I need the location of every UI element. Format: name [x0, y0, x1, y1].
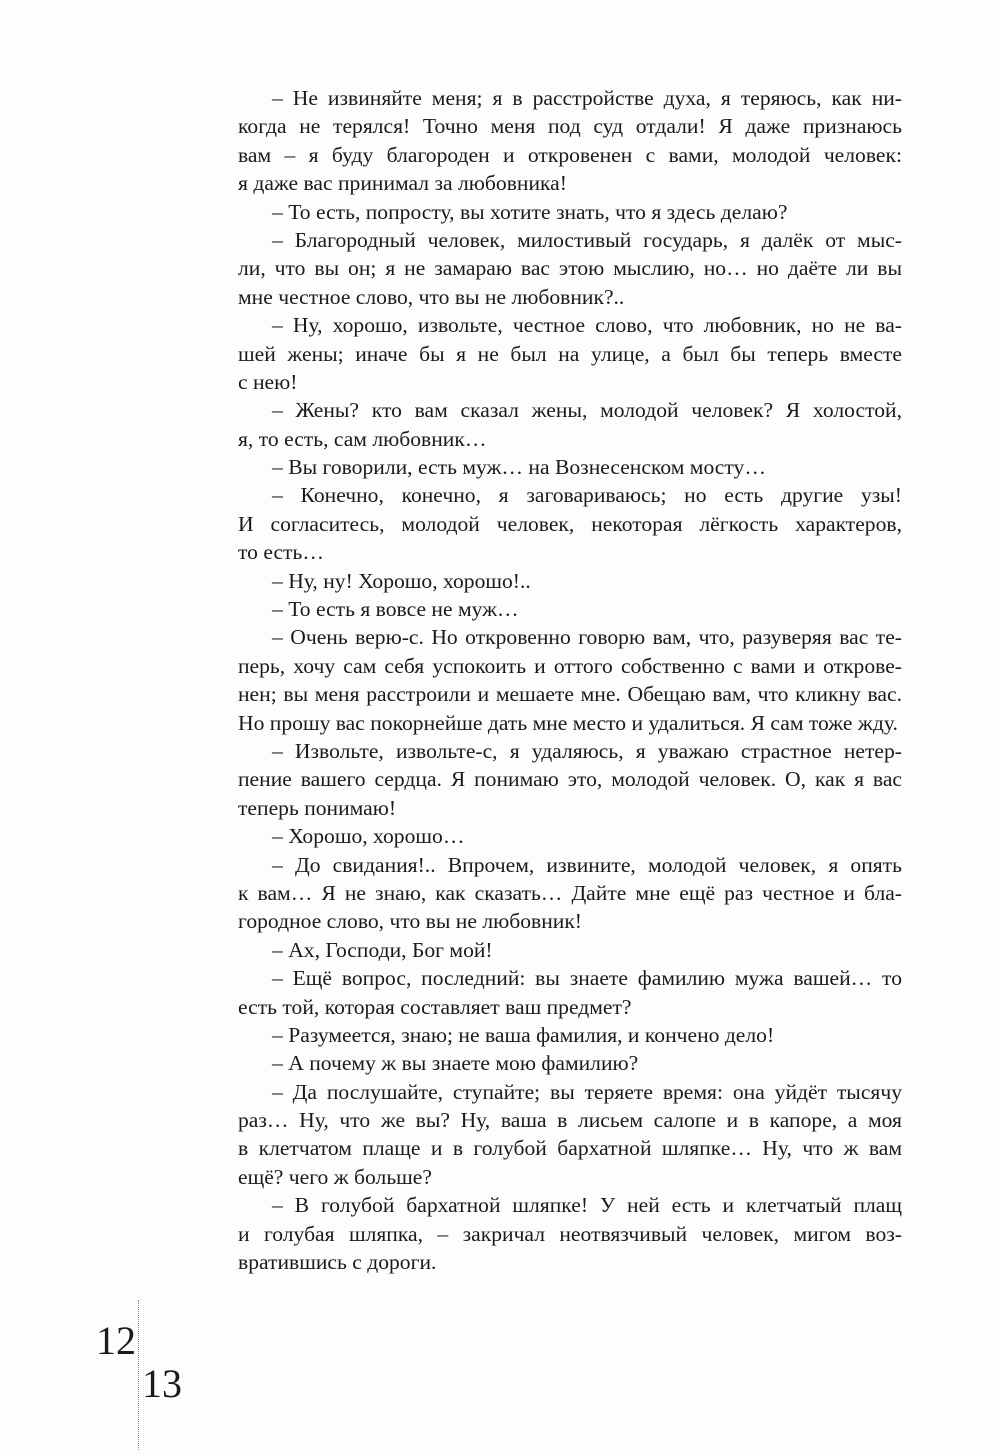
text-line: когда не терялся! Точно меня под суд отдали! Я даже признаюсь	[238, 114, 902, 139]
text-line: пение вашего сердца. Я понимаю это, молодой человек. О, как я вас	[238, 767, 902, 792]
text-line: и голубая шляпка, – закричал неотвязчивый человек, мигом воз-	[238, 1221, 902, 1246]
text-line: раз… Ну, что же вы? Ну, ваша в лисьем салопе и в капоре, а моя	[238, 1108, 902, 1133]
text-line: городное слово, что вы не любовник!	[238, 909, 583, 934]
text-line: – То есть я вовсе не муж…	[272, 597, 519, 622]
text-line: – А почему ж вы знаете мою фамилию?	[272, 1051, 639, 1076]
paragraph	[238, 1078, 902, 1192]
text-line: с нею!	[238, 369, 298, 394]
body-text	[238, 84, 902, 1276]
text-line: – Ещё вопрос, последний: вы знаете фамилию мужа вашей… то	[272, 966, 902, 991]
text-line: вратившись с дороги.	[238, 1250, 437, 1275]
paragraph	[238, 84, 902, 198]
text-line: я, то есть, сам любовник…	[238, 426, 487, 451]
paragraph	[238, 481, 902, 566]
text-line: мне честное слово, что вы не любовник?..	[238, 284, 625, 309]
text-line: – Хорошо, хорошо…	[272, 824, 465, 849]
text-line: теперь понимаю!	[238, 795, 397, 820]
text-line: я даже вас принимал за любовника!	[238, 171, 567, 196]
text-line: есть той, которая составляет ваш предмет?	[238, 994, 632, 1019]
text-line: – В голубой бархатной шляпке! У ней есть и клетчатый плащ	[272, 1193, 902, 1218]
text-line: – Благородный человек, милостивый государь, я далёк от мыс-	[272, 227, 902, 252]
text-line: в клетчатом плаще и в голубой бархатной шляпке… Ну, что ж вам	[238, 1136, 902, 1161]
text-line: шей жены; иначе бы я не был на улице, а был бы теперь вместе	[238, 341, 902, 366]
text-line: – Разумеется, знаю; не ваша фамилия, и кончено дело!	[272, 1022, 775, 1047]
paragraph	[238, 453, 902, 481]
text-line: – Ну, ну! Хорошо, хорошо!..	[272, 568, 531, 593]
paragraph	[238, 737, 902, 822]
text-line: перь, хочу сам себя успокоить и оттого собственно с вами и открове-	[238, 653, 902, 678]
text-line: нен; вы меня расстроили и мешаете мне. Обещаю вам, что кликну вас.	[238, 682, 902, 707]
text-line: ли, что вы он; я не замараю вас этою мыслию, но… но даёте ли вы	[238, 256, 902, 281]
text-line: вам – я буду благороден и откровенен с вами, молодой человек:	[238, 142, 902, 167]
text-line: – Да послушайте, ступайте; вы теряете время: она уйдёт тысячу	[272, 1079, 902, 1104]
text-line: Но прошу вас покорнейше дать мне место и удалиться. Я сам тоже жду.	[238, 710, 898, 735]
paragraph	[238, 623, 902, 737]
page-number-right: 13	[142, 1361, 182, 1406]
text-line: – Очень верю-с. Но откровенно говорю вам, что, разуверяя вас те-	[272, 625, 902, 650]
text-line: то есть…	[238, 540, 324, 565]
text-line: – Ах, Господи, Бог мой!	[272, 937, 493, 962]
text-line: – До свидания!.. Впрочем, извините, молодой человек, я опять	[272, 852, 902, 877]
text-line: ещё? чего ж больше?	[238, 1164, 432, 1189]
page-number-left: 12	[96, 1318, 136, 1363]
paragraph	[238, 198, 902, 226]
text-line: – Ну, хорошо, извольте, честное слово, что любовник, но не ва-	[272, 313, 902, 338]
text-line: И согласитесь, молодой человек, некоторая лёгкость характеров,	[238, 511, 902, 536]
paragraph	[238, 1021, 902, 1049]
text-line: – Конечно, конечно, я заговариваюсь; но есть другие узы!	[272, 483, 902, 508]
paragraph	[238, 822, 902, 850]
text-line: – Извольте, извольте-с, я удаляюсь, я уважаю страстное нетер-	[272, 738, 902, 763]
paragraph	[238, 567, 902, 595]
paragraph	[238, 226, 902, 311]
paragraph	[238, 311, 902, 396]
paragraph	[238, 396, 902, 453]
text-line: – Не извиняйте меня; я в расстройстве духа, я теряюсь, как ни-	[272, 86, 902, 110]
paragraph	[238, 1049, 902, 1077]
page-number-divider	[138, 1300, 139, 1450]
paragraph	[238, 851, 902, 936]
paragraph	[238, 595, 902, 623]
text-line: к вам… Я не знаю, как сказать… Дайте мне ещё раз честное и бла-	[238, 880, 902, 905]
paragraph	[238, 1191, 902, 1276]
paragraph	[238, 964, 902, 1021]
text-line: – То есть, попросту, вы хотите знать, что я здесь делаю?	[272, 199, 788, 224]
text-line: – Жены? кто вам сказал жены, молодой человек? Я холостой,	[272, 398, 902, 423]
text-line: – Вы говорили, есть муж… на Вознесенском мосту…	[272, 455, 766, 480]
paragraph	[238, 936, 902, 964]
